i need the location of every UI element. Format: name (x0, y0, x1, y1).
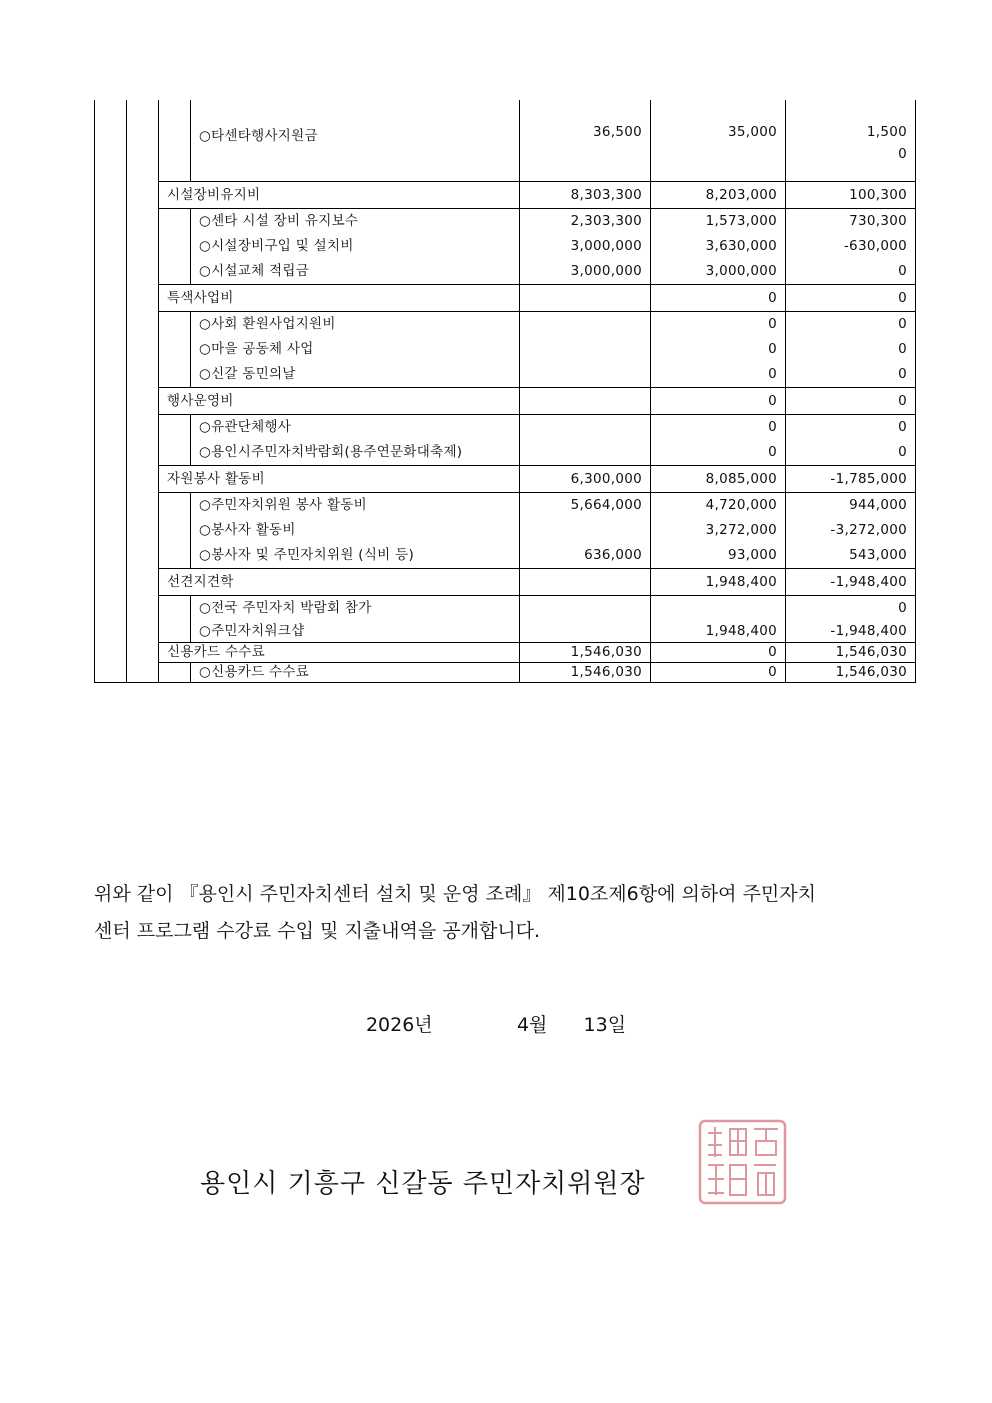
indent-cell (159, 209, 191, 235)
item-row (95, 596, 916, 622)
value-cell: 0 (786, 596, 916, 622)
margin-cell (95, 643, 127, 663)
margin-cell (95, 209, 127, 235)
signature-line: 용인시 기흥구 신갈동 주민자치위원장 (200, 1169, 646, 1199)
margin-cell (127, 621, 159, 643)
value-cell (520, 596, 651, 622)
margin-cell (127, 596, 159, 622)
item-row (95, 543, 916, 569)
value-cell: 730,300 (786, 209, 916, 235)
category-label: 신용카드 수수료 (159, 643, 520, 663)
value-cell: 0 (651, 312, 786, 338)
value-cell: 35,000 (651, 100, 786, 182)
value-cell: 1,948,400 (651, 569, 786, 596)
item-label: ○신갈 동민의날 (191, 362, 520, 388)
item-row (95, 493, 916, 519)
margin-cell (95, 259, 127, 285)
category-label: 행사운영비 (159, 388, 520, 415)
item-label: ○센타 시설 장비 유지보수 (191, 209, 520, 235)
margin-cell (127, 234, 159, 259)
value-cell: 636,000 (520, 543, 651, 569)
margin-cell (95, 466, 127, 493)
margin-cell (127, 182, 159, 209)
value-cell: 8,085,000 (651, 466, 786, 493)
margin-cell (127, 518, 159, 543)
margin-cell (127, 285, 159, 312)
date-month: 4월 (516, 1014, 548, 1036)
value-cell: 0 (786, 312, 916, 338)
value-cell: 1,546,030 (520, 643, 651, 663)
value-cell: 3,272,000 (651, 518, 786, 543)
value-cell: 0 (651, 415, 786, 441)
item-label: ○전국 주민자치 박람회 참가 (191, 596, 520, 622)
value-cell: 1,546,030 (520, 663, 651, 683)
indent-cell (159, 362, 191, 388)
date-year: 2026년 (365, 1014, 433, 1036)
item-label: ○용인시주민자치박람회(용주연문화대축제) (191, 440, 520, 466)
item-label: ○봉사자 및 주민자치위원 (식비 등) (191, 543, 520, 569)
margin-cell (95, 663, 127, 683)
margin-cell (127, 493, 159, 519)
margin-cell (127, 100, 159, 182)
value-cell: -1,948,400 (786, 569, 916, 596)
value-cell: 4,720,000 (651, 493, 786, 519)
category-row (95, 466, 916, 493)
category-row (95, 182, 916, 209)
indent-cell (159, 415, 191, 441)
margin-cell (95, 440, 127, 466)
margin-cell (127, 643, 159, 663)
value-cell: 6,300,000 (520, 466, 651, 493)
margin-cell (95, 388, 127, 415)
margin-cell (127, 388, 159, 415)
value-cell (520, 337, 651, 362)
value-cell: 0 (786, 415, 916, 441)
value-cell: 0 (651, 440, 786, 466)
indent-cell (159, 543, 191, 569)
indent-cell (159, 312, 191, 338)
value-cell: 8,203,000 (651, 182, 786, 209)
margin-cell (95, 312, 127, 338)
value-cell: 5,664,000 (520, 493, 651, 519)
value-cell: 1,573,000 (651, 209, 786, 235)
margin-cell (95, 362, 127, 388)
category-row (95, 388, 916, 415)
official-seal-stamp (698, 1119, 787, 1205)
item-row (95, 663, 916, 683)
item-label: ○신용카드 수수료 (191, 663, 520, 683)
indent-cell (159, 596, 191, 622)
item-label: ○마을 공동체 사업 (191, 337, 520, 362)
indent-cell (159, 663, 191, 683)
notice-text (94, 876, 924, 950)
item-row (95, 362, 916, 388)
item-row (95, 337, 916, 362)
indent-cell (159, 259, 191, 285)
margin-cell (127, 569, 159, 596)
margin-cell (127, 362, 159, 388)
margin-cell (95, 234, 127, 259)
value-cell: 0 (651, 663, 786, 683)
value-cell: 3,630,000 (651, 234, 786, 259)
item-label: ○주민자치워크샵 (191, 621, 520, 643)
value-cell (520, 518, 651, 543)
item-row (95, 415, 916, 441)
value-cell: -3,272,000 (786, 518, 916, 543)
value-cell (520, 362, 651, 388)
item-label: ○타센타행사지원금 (191, 100, 520, 182)
value-cell: 3,000,000 (520, 259, 651, 285)
item-label: ○주민자치위원 봉사 활동비 (191, 493, 520, 519)
value-cell: 944,000 (786, 493, 916, 519)
value-cell: 1,948,400 (651, 621, 786, 643)
item-label: ○유관단체행사 (191, 415, 520, 441)
document-date (0, 1010, 992, 1037)
value-cell (520, 388, 651, 415)
margin-cell (95, 543, 127, 569)
value-cell: 0 (651, 337, 786, 362)
item-row (95, 259, 916, 285)
margin-cell (95, 182, 127, 209)
value-cell (520, 285, 651, 312)
value-cell (786, 100, 916, 182)
date-day: 13일 (583, 1014, 627, 1036)
item-row (95, 209, 916, 235)
budget-table (94, 100, 916, 683)
margin-cell (127, 259, 159, 285)
item-row (95, 440, 916, 466)
category-label: 시설장비유지비 (159, 182, 520, 209)
value-cell: 8,303,300 (520, 182, 651, 209)
value-cell: 3,000,000 (520, 234, 651, 259)
indent-cell (159, 234, 191, 259)
value-cell (520, 415, 651, 441)
value-cell: 36,500 (520, 100, 651, 182)
value-cell (520, 621, 651, 643)
value-cell: 0 (651, 285, 786, 312)
value-cell: 0 (651, 362, 786, 388)
category-label: 선견지견학 (159, 569, 520, 596)
category-label: 자원봉사 활동비 (159, 466, 520, 493)
value-cell: 2,303,300 (520, 209, 651, 235)
margin-cell (95, 518, 127, 543)
indent-cell (159, 440, 191, 466)
value-cell: -1,785,000 (786, 466, 916, 493)
margin-cell (95, 285, 127, 312)
value-cell: 0 (651, 643, 786, 663)
value-cell: 3,000,000 (651, 259, 786, 285)
notice-line-1: 위와 같이 『용인시 주민자치센터 설치 및 운영 조례』 제10조제6항에 의하여 주민자치 (94, 883, 816, 905)
item-row (95, 621, 916, 643)
margin-cell (127, 415, 159, 441)
margin-cell (95, 621, 127, 643)
indent-cell (159, 493, 191, 519)
value-cell: 0 (786, 337, 916, 362)
margin-cell (95, 337, 127, 362)
item-row (95, 518, 916, 543)
table-row (95, 100, 916, 182)
category-label: 특색사업비 (159, 285, 520, 312)
item-label: ○시설장비구입 및 설치비 (191, 234, 520, 259)
indent-cell (159, 518, 191, 543)
margin-cell (127, 543, 159, 569)
value-cell: 0 (786, 440, 916, 466)
margin-cell (95, 596, 127, 622)
value-cell (520, 440, 651, 466)
category-row (95, 643, 916, 663)
indent-cell (159, 337, 191, 362)
margin-cell (127, 440, 159, 466)
margin-cell (95, 415, 127, 441)
indent-cell (159, 621, 191, 643)
value-cell: 0 (786, 259, 916, 285)
value-cell: 0 (651, 388, 786, 415)
margin-cell (127, 466, 159, 493)
value-cell: 0 (786, 388, 916, 415)
item-row (95, 312, 916, 338)
margin-cell (95, 100, 127, 182)
value-cell (651, 596, 786, 622)
item-label: ○봉사자 활동비 (191, 518, 520, 543)
margin-cell (127, 209, 159, 235)
margin-cell (127, 663, 159, 683)
value-cell: -630,000 (786, 234, 916, 259)
margin-cell (95, 569, 127, 596)
value-line: 1,500 (866, 124, 907, 140)
item-row (95, 234, 916, 259)
item-label: ○시설교체 적립금 (191, 259, 520, 285)
value-cell: 1,546,030 (786, 663, 916, 683)
value-cell: -1,948,400 (786, 621, 916, 643)
value-cell: 93,000 (651, 543, 786, 569)
value-line: 0 (898, 146, 907, 162)
item-label: ○사회 환원사업지원비 (191, 312, 520, 338)
value-cell: 1,546,030 (786, 643, 916, 663)
value-cell: 0 (786, 362, 916, 388)
value-cell: 543,000 (786, 543, 916, 569)
indent-cell (159, 100, 191, 182)
value-cell: 0 (786, 285, 916, 312)
margin-cell (95, 493, 127, 519)
notice-line-2: 센터 프로그램 수강료 수입 및 지출내역을 공개합니다. (94, 920, 541, 942)
margin-cell (127, 312, 159, 338)
category-row (95, 285, 916, 312)
value-cell (520, 312, 651, 338)
category-row (95, 569, 916, 596)
margin-cell (127, 337, 159, 362)
value-cell: 100,300 (786, 182, 916, 209)
value-cell (520, 569, 651, 596)
